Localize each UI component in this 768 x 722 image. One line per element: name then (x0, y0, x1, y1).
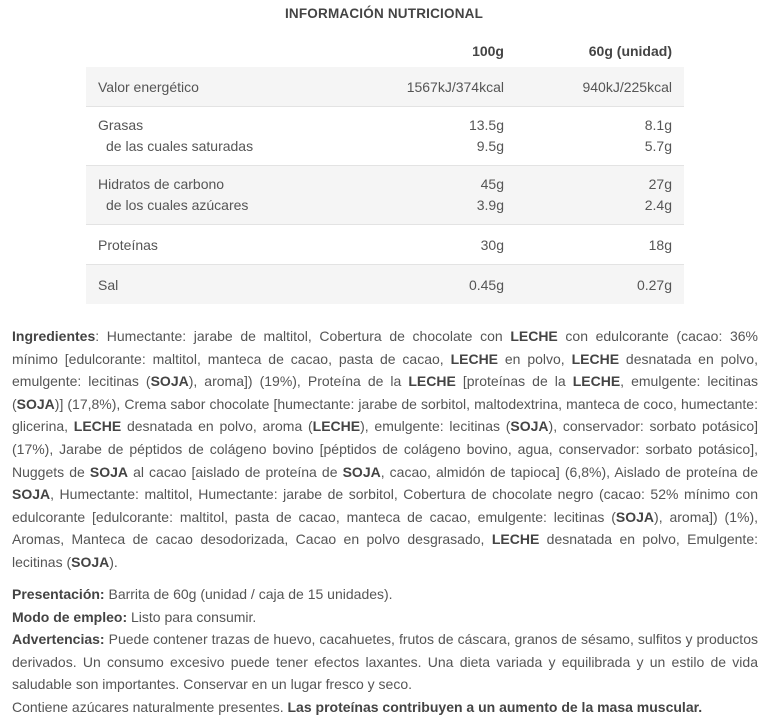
nutrient-value: 940kJ/225kcal (582, 79, 672, 95)
value-100g-cell (346, 265, 516, 305)
nutrient-value: 2.4g (644, 197, 672, 213)
product-info (12, 583, 758, 719)
nutrition-title: INFORMACIÓN NUTRICIONAL (284, 6, 484, 21)
header-empty-cell (86, 35, 346, 67)
warnings-line (12, 628, 758, 696)
nutrient-label: Grasas (98, 117, 144, 133)
allergen-highlight: SOJA (510, 418, 549, 435)
allergen-highlight: SOJA (71, 553, 110, 570)
nutrient-cell (86, 107, 346, 166)
ingredient-text: al cacao [aislado de proteína de (128, 463, 343, 480)
allergen-highlight: LECHE (408, 373, 456, 390)
ingredient-text: desnatada en polvo, emulgente: lecitinas ( (12, 350, 758, 390)
nutrient-sublabel: de los cuales azúcares (106, 197, 249, 213)
value-100g-cell (346, 107, 516, 166)
allergen-highlight: SOJA (89, 463, 128, 480)
value-100g-cell (346, 225, 516, 265)
nutrient-value: 3.9g (476, 197, 504, 213)
ingredients-label: Ingredientes (12, 328, 96, 344)
allergen-highlight: SOJA (150, 373, 189, 390)
nutrient-value: 5.7g (644, 138, 672, 154)
nutrient-cell (86, 67, 346, 107)
allergen-highlight: SOJA (12, 486, 51, 503)
value-unit-cell (516, 107, 684, 166)
nutrition-row-group (86, 67, 684, 107)
ingredient-text: [proteínas de la (455, 373, 573, 390)
nutrient-cell (86, 166, 346, 225)
ingredient-text: , cacao, almidón de tapioca] (6,8%), Aislado de proteína de (380, 463, 758, 480)
ingredient-text: ), aroma]) (19%), Proteína de la (188, 373, 409, 390)
value-unit-cell (516, 265, 684, 305)
nutrient-cell (86, 225, 346, 265)
header-100g: 100g (472, 43, 504, 59)
nutrient-value: 45g (480, 176, 504, 192)
ingredient-text: )] (17,8%), Crema sabor chocolate [humectante: jarabe de sorbitol, maltodextrina, manteca de coco, humectante: glicerina, (12, 395, 758, 435)
nutrient-label: Proteínas (98, 237, 158, 253)
allergen-highlight: LECHE (571, 350, 620, 367)
nutrient-value: 0.45g (468, 277, 504, 293)
ingredients-paragraph (12, 325, 758, 574)
nutrition-row-group (86, 225, 684, 265)
presentation-text: Barrita de 60g (unidad / caja de 15 unidades). (104, 586, 393, 602)
nutrient-sublabel: de las cuales saturadas (106, 138, 254, 154)
value-unit-cell (516, 166, 684, 225)
nutrient-value: 8.1g (644, 117, 672, 133)
presentation-label: Presentación: (12, 586, 105, 602)
ingredients-text (12, 328, 758, 570)
usage-line (12, 606, 758, 629)
nutrient-label: Sal (98, 277, 119, 293)
nutrient-label: Hidratos de carbono (98, 176, 225, 192)
nutrient-label: Valor energético (98, 79, 199, 95)
nutrition-table-body (86, 67, 684, 304)
ingredient-text: : Humectante: jarabe de maltitol, Cobertura de chocolate con (95, 328, 511, 344)
warnings-text: Puede contener trazas de huevo, cacahuetes, frutos de cáscara, granos de sésamo, sulfitos y productos derivados. Un consumo excesivo puede tener efectos laxantes. Una dieta variada y equilibrada y un estilo de vida saludable son importantes. Conservar en un lugar fresco y seco. (12, 631, 758, 693)
presentation-line (12, 583, 758, 606)
nutrient-value: 27g (648, 176, 672, 192)
nutrition-row-group (86, 107, 684, 166)
table-header-row (86, 35, 684, 67)
allergen-highlight: LECHE (491, 531, 540, 548)
value-100g-cell (346, 166, 516, 225)
ingredient-text: ), conservador: sorbato potásico] (17%), Jarabe de péptidos de colágeno bovino [péptidos de colágeno bovino, agua, conservador: sorbato potásico], Nuggets de (12, 418, 759, 480)
usage-text: Listo para consumir. (127, 608, 257, 625)
header-per-unit: 60g (unidad) (588, 43, 672, 59)
nutrient-value: 30g (480, 237, 504, 253)
sugars-line (12, 696, 758, 719)
ingredient-text: en polvo, (498, 350, 572, 367)
ingredient-text: , emulgente: lecitinas ( (12, 373, 758, 412)
value-unit-cell (516, 67, 684, 107)
sugars-text: Contiene azúcares naturalmente presentes. (12, 698, 288, 715)
allergen-highlight: LECHE (450, 350, 499, 367)
nutrition-table (86, 35, 684, 304)
ingredient-text: desnatada en polvo, Emulgente: lecitinas ( (12, 531, 759, 570)
nutrient-value: 18g (648, 237, 672, 253)
nutrient-value: 9.5g (476, 138, 504, 154)
value-unit-cell (516, 225, 684, 265)
allergen-highlight: SOJA (342, 463, 381, 480)
allergen-highlight: LECHE (312, 418, 361, 435)
protein-claim: Las proteínas contribuyen a un aumento de la masa muscular. (287, 698, 703, 715)
allergen-highlight: LECHE (73, 418, 122, 435)
nutrient-value: 1567kJ/374kcal (406, 79, 504, 95)
ingredient-text: , Humectante: maltitol, Humectante: jarabe de sorbitol, Cobertura de chocolate negro (cacao: 52% mínimo con edulcorante [edulcorante: maltitol, pasta de cacao, manteca de cacao, emulgente: lecitinas ( (12, 486, 758, 525)
allergen-highlight: SOJA (615, 508, 655, 525)
nutrient-value: 13.5g (468, 117, 504, 133)
ingredient-text: con edulcorante (cacao: 36% mínimo [edulcorante: maltitol, manteca de cacao, pasta de cacao, (12, 328, 758, 367)
nutrient-cell (86, 265, 346, 305)
ingredient-text: ). (109, 553, 118, 570)
ingredient-text: ), aroma]) (1%), Aromas, Manteca de cacao desodorizada, Cacao en polvo desgrasado, (12, 508, 759, 548)
nutrition-row-group (86, 166, 684, 225)
allergen-highlight: SOJA (16, 395, 55, 412)
usage-label: Modo de empleo: (12, 608, 128, 625)
warnings-label: Advertencias: (12, 631, 105, 648)
allergen-highlight: LECHE (510, 328, 558, 344)
value-100g-cell (346, 67, 516, 107)
ingredient-text: desnatada en polvo, aroma ( (121, 418, 313, 435)
nutrition-row-group (86, 265, 684, 305)
nutrient-value: 0.27g (636, 277, 672, 293)
allergen-highlight: LECHE (572, 373, 621, 390)
ingredient-text: ), emulgente: lecitinas ( (360, 418, 511, 435)
